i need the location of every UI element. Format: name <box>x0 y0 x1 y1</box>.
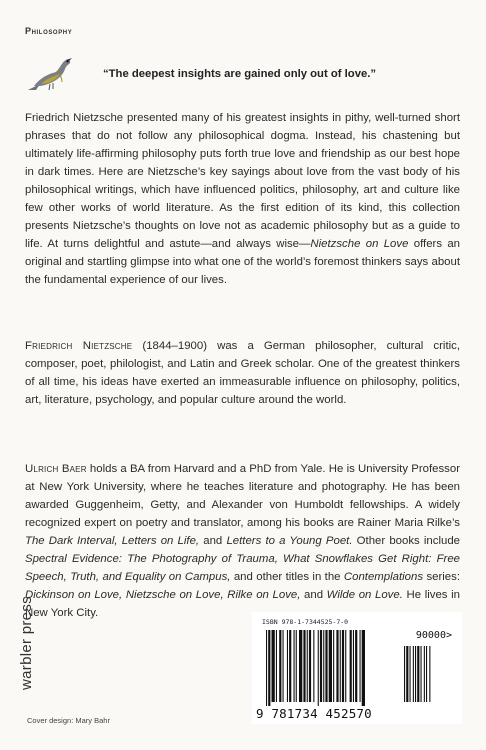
barcode-bar <box>303 630 305 702</box>
barcode-bar <box>336 630 338 702</box>
barcode-bar <box>350 630 352 702</box>
author-name: Friedrich Nietzsche <box>25 340 133 352</box>
barcode-bar <box>294 630 295 702</box>
barcode-bar <box>362 630 365 706</box>
barcode-addon-bar <box>421 646 422 702</box>
barcode-bar <box>266 630 267 706</box>
barcode-bar <box>309 630 311 702</box>
isbn-label: ISBN 978-1-7344525-7-0 <box>262 618 349 626</box>
barcode-addon-bar <box>429 646 430 702</box>
epigraph-quote: “The deepest insights are gained only out of love.” <box>103 68 377 80</box>
barcode-bar <box>318 630 319 706</box>
barcode-bar <box>296 630 297 702</box>
barcode-bar <box>340 630 341 702</box>
barcode-bar <box>360 630 361 702</box>
barcode-bar <box>289 630 291 702</box>
barcode-bar <box>287 630 288 702</box>
barcode-bar <box>329 630 332 702</box>
barcode-bar <box>307 630 308 702</box>
barcode-bar <box>323 630 324 702</box>
barcode-bar <box>268 630 270 706</box>
editor-bio: Ulrich Baer holds a BA from Harvard and a PhD from Yale. He is University Professor at New York University, where he teaches literature and photography. He has been awarded Guggenheim, Getty, and Alexander von Humboldt fellowships. A widely recognized expert on poetry and translator, among his books are Rainer Maria Rilke’s The Dark Interval, Letters on Life, and Letters to a Young Poet. Other books include Spectral Evidence: The Photography of Trauma, What Snowflakes Get Right: Free Speech, Truth, and Equality on Campus, and other titles in the Contemplations series: Dickinson on Love, Nietzsche on Love, Rilke on Love, and Wilde on Love. He lives in New York City. <box>25 463 461 619</box>
barcode-addon-bar <box>406 646 408 702</box>
barcode-bar <box>333 630 334 702</box>
barcode-bar <box>299 630 302 702</box>
barcode-addon-bar <box>404 646 405 702</box>
book-description: Friedrich Nietzsche presented many of his greatest insights in pithy, well-turned short phrases that do not follow any philosophical dogma. Instead, his chastening but ultimately life-affirming philosophy puts forth true love and friendship as our best hope in dark times. Here are Nietzsche’s key sayings about love from the vast body of his philosophical writings, which have influenced politics, philosophy, art and culture like few other works of world literature. As the first edition of its kind, this collection presents Nietzsche’s thoughts on love not as academic philosophy but as a guide to life. At turns delightful and astute—and always wise—Nietzsche on Love offers an original and startling glimpse into what one of the world’s foremost thinkers says about the fundamental experience of our lives. <box>25 112 461 286</box>
author-bio: Friedrich Nietzsche (1844–1900) was a German philosopher, cultural critic, composer, poet, philologist, and Latin and Greek scholar. One of the greatest thinkers of all time, his ideas have exerted an immeasurable influence on philosophy, politics, art, literature, psychology, and popular culture around the world. <box>25 340 461 406</box>
barcode-addon-bar <box>413 646 414 702</box>
cover-design-credit: Cover design: Mary Bahr <box>27 716 110 725</box>
barcode-bar <box>320 630 322 702</box>
barcode-bar <box>283 630 284 702</box>
barcode-bar <box>353 630 354 702</box>
barcode-addon-bar <box>410 646 411 702</box>
barcode-addon-bar <box>415 646 416 702</box>
barcode-addon-bar <box>424 646 425 702</box>
book-title: Nietzsche on Love <box>310 238 409 250</box>
warbler-bird-logo <box>22 50 74 98</box>
barcode-bar <box>272 630 275 702</box>
barcode-bar <box>276 630 277 702</box>
barcode-bar <box>313 630 314 702</box>
barcode-panel <box>252 612 462 724</box>
barcode-addon-bar <box>426 646 427 702</box>
barcode-bar <box>325 630 327 702</box>
category-label: Philosophy <box>25 26 73 36</box>
barcode-bar <box>342 630 344 702</box>
barcode-digits: 9 781734 452570 <box>256 706 372 721</box>
barcode-bar <box>355 630 357 702</box>
publisher-name: warbler press <box>18 596 35 690</box>
price-code: 90000> <box>415 630 452 641</box>
barcode-bar <box>279 630 281 702</box>
barcode-addon-bar <box>417 646 419 702</box>
editor-name: Ulrich Baer <box>25 463 87 475</box>
barcode-bar <box>345 630 346 702</box>
